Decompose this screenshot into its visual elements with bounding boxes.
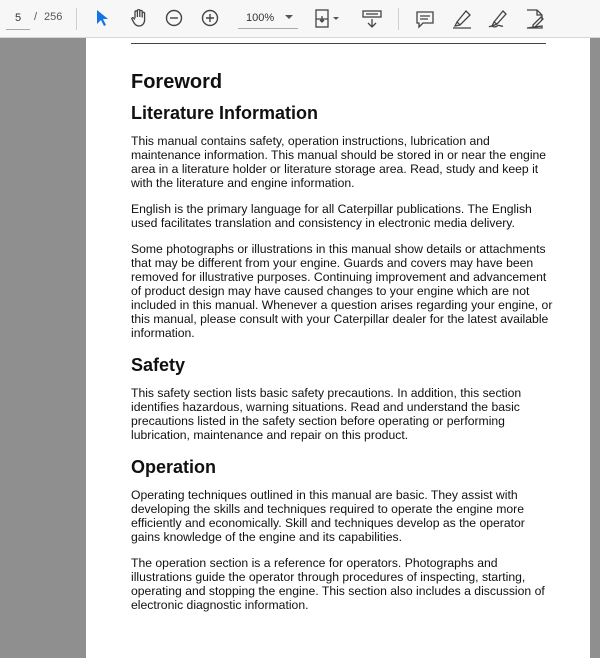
zoom-in-icon[interactable] bbox=[200, 8, 220, 28]
scroll-mode-icon[interactable] bbox=[360, 7, 384, 31]
draw-icon[interactable] bbox=[486, 7, 510, 31]
header-rule bbox=[131, 43, 546, 44]
paragraph: English is the primary language for all Caterpillar publications. The English used facilitates translation and consistency in electronic media delivery. bbox=[131, 202, 532, 230]
paragraph: This safety section lists basic safety precautions. In addition, this section identifies hazardous, warning situations. Read and understand the basic precautions listed in the safety section before operating or performing lubrication, maintenance and repair on this product. bbox=[131, 386, 522, 442]
paragraph: Some photographs or illustrations in this manual show details or attachments that may be different from your engine. Guards and covers may have been removed for illustrative purposes. Continuing improvement and advancement of product design may have caused changes to your engine which are not included in this manual. Whenever a question arises regarding your engine, or this manual, please consult with your Caterpillar dealer for the latest available information. bbox=[131, 242, 553, 340]
zoom-value: 100% bbox=[246, 12, 275, 24]
section-heading: Operation bbox=[131, 457, 217, 477]
hand-tool-icon[interactable] bbox=[128, 7, 150, 29]
pdf-toolbar bbox=[0, 0, 600, 38]
zoom-dropdown[interactable] bbox=[238, 7, 298, 29]
page-separator: / bbox=[34, 11, 38, 23]
section-heading: Literature Information bbox=[131, 103, 319, 123]
paragraph: This manual contains safety, operation instructions, lubrication and maintenance information. This manual should be stored in or near the engine area in a literature holder or literature storage area. Read, study and keep it with the literature and engine information. bbox=[131, 134, 547, 190]
page-content bbox=[131, 70, 556, 624]
paragraph: The operation section is a reference for operators. Photographs and illustrations guide the operator through procedures of inspecting, starting, operating and stopping the engine. This section also includes a discussion of electronic diagnostic information. bbox=[131, 556, 545, 612]
highlight-pen-icon[interactable] bbox=[450, 7, 474, 31]
select-arrow-icon[interactable] bbox=[92, 8, 112, 28]
zoom-out-icon[interactable] bbox=[164, 8, 184, 28]
page-number-input[interactable] bbox=[6, 7, 30, 30]
sign-edit-icon[interactable] bbox=[522, 7, 546, 31]
document-page bbox=[86, 38, 590, 658]
chevron-down-icon bbox=[284, 10, 294, 24]
comment-icon[interactable] bbox=[414, 8, 436, 30]
fit-page-icon[interactable] bbox=[312, 7, 342, 31]
paragraph: Operating techniques outlined in this manual are basic. They assist with developing the skills and techniques required to operate the engine more efficiently and economically. Skill and techniques develop as the operator gains knowledge of the engine and its capabilities. bbox=[131, 488, 525, 544]
page-total: 256 bbox=[44, 11, 63, 23]
section-heading: Safety bbox=[131, 355, 186, 375]
page-title: Foreword bbox=[131, 71, 223, 93]
toolbar-divider bbox=[76, 8, 77, 30]
toolbar-divider bbox=[398, 8, 399, 30]
